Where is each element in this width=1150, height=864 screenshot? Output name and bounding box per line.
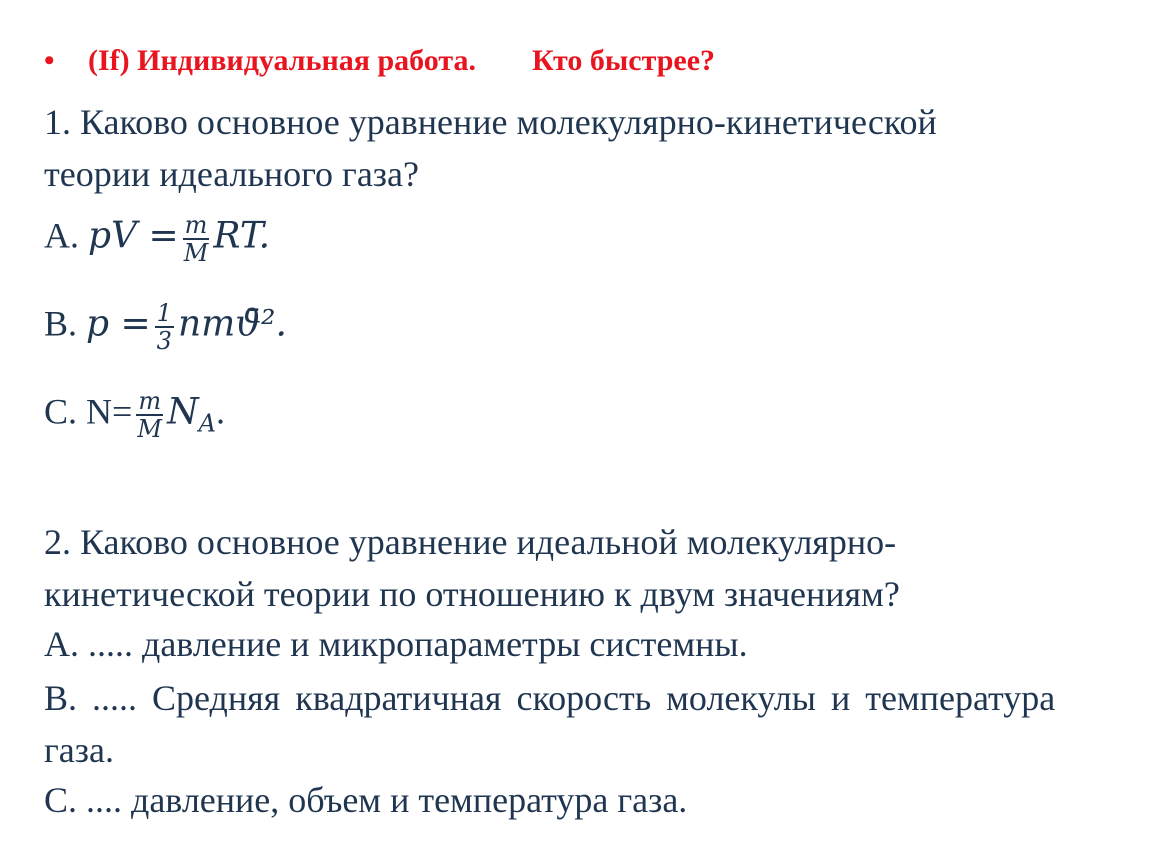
formula-rhs: N	[167, 391, 199, 433]
header-subtitle: Кто быстрее?	[532, 44, 716, 77]
formula-lhs: pV =	[88, 215, 179, 257]
question-2-line-1: 2. Каково основное уравнение идеальной молекулярно-	[44, 522, 897, 562]
question-1-line-1: 1. Каково основное уравнение молекулярно-кинетической	[44, 102, 937, 142]
fraction-numerator: m	[138, 387, 162, 415]
fraction-denominator: 3	[156, 327, 172, 355]
option-label: A.	[44, 215, 79, 256]
question-2-answer-a: A. ..... давление и микропараметры системны.	[44, 624, 748, 664]
fraction-denominator: M	[137, 415, 162, 443]
question-1-option-b	[44, 300, 287, 354]
question-1-option-a	[44, 212, 270, 266]
fraction	[155, 300, 174, 354]
question-2-answer-b: B. ..... Средняя квадратичная скорость молекулы и температура газа.	[44, 678, 1056, 770]
question-2	[44, 516, 1104, 620]
option-label: C.	[44, 391, 78, 432]
question-2-line-2: кинетической теории по отношению к двум значениям?	[44, 574, 900, 614]
header-title: (If) Индивидуальная работа.	[88, 44, 476, 77]
formula-lhs: p =	[86, 303, 151, 345]
formula-rhs: nmϑ̄².	[177, 303, 287, 345]
fraction	[183, 212, 210, 266]
fraction	[136, 388, 163, 442]
formula-end: .	[215, 391, 225, 432]
question-2-answer-c: C. .... давление, объем и температура газа.	[44, 780, 688, 820]
fraction-denominator: M	[183, 239, 209, 267]
fraction-numerator: m	[184, 211, 208, 239]
fraction-numerator: 1	[156, 299, 172, 327]
formula-subscript: A	[198, 409, 216, 438]
question-1	[44, 96, 1104, 200]
option-label: B.	[44, 303, 78, 344]
bullet-icon: •	[44, 44, 55, 77]
formula-lhs: N=	[86, 391, 133, 432]
question-1-line-2: теории идеального газа?	[44, 154, 419, 194]
question-1-option-c	[44, 388, 225, 442]
formula-rhs: RT.	[213, 215, 271, 257]
